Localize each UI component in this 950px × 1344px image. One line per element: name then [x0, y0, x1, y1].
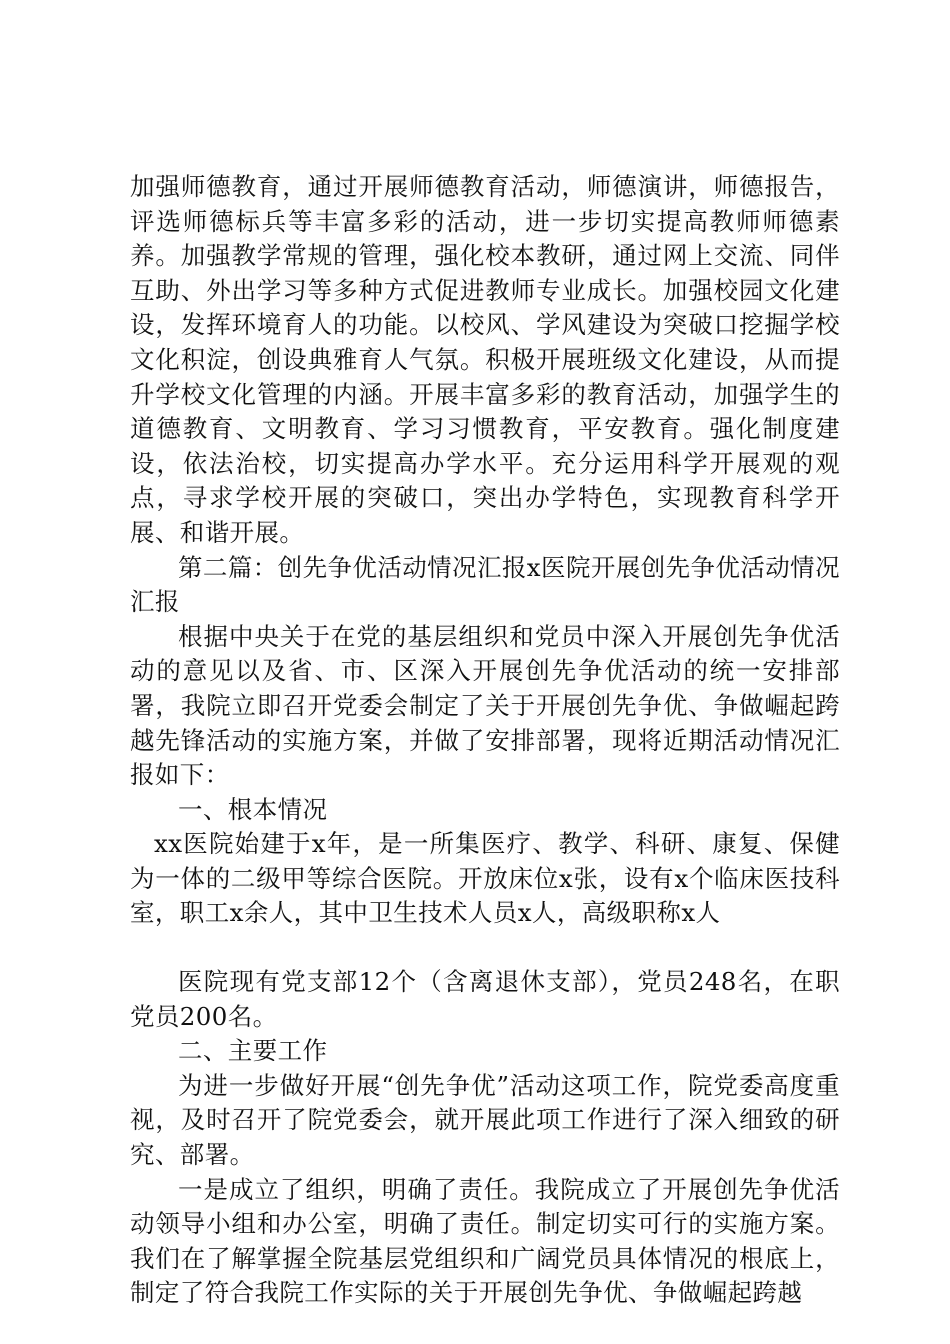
heading-basic-situation: 一、根本情况	[178, 794, 328, 824]
blank-gap	[130, 931, 840, 965]
section-heading-part-two: 第二篇：创先争优活动情况汇报x医院开展创先争优活动情况汇报	[130, 552, 840, 617]
paragraph-party-branches: 医院现有党支部12个（含离退休支部），党员248名，在职党员200名。	[130, 967, 840, 1031]
paragraph-teacher-ethics: 加强师德教育，通过开展师德教育活动，师德演讲，师德报告，评选师德标兵等丰富多彩的活动，进一步切实提高教师师德素养。加强教学常规的管理，强化校本教研，通过网上交流、同伴互助、外出学习等多种方式促进教师专业成长。加强校园文化建设，发挥环境育人的功能。以校风、学风建设为突破口挖掘学校文化积淀，创设典雅育人气氛。积极开展班级文化建设，从而提升学校文化管理的内涵。开展丰富多彩的教育活动，加强学生的道德教育、文明教育、学习习惯教育，平安教育。强化制度建设，依法治校，切实提高办学水平。充分运用科学开展观的观点，寻求学校开展的突破口，突出办学特色，实现教育科学开展、和谐开展。	[130, 172, 840, 547]
paragraph-committee: 为进一步做好开展“创先争优”活动这项工作，院党委高度重视，及时召开了院党委会，就开展此项工作进行了深入细致的研究、部署。	[130, 1070, 840, 1170]
document-body	[130, 170, 840, 1311]
paragraph-organization: 一是成立了组织，明确了责任。我院成立了开展创先争优活动领导小组和办公室，明确了责任。制定切实可行的实施方案。我们在了解掌握全院基层党组织和广阔党员具体情况的根底上，制定了符合我院工作实际的关于开展创先争优、争做崛起跨越	[130, 1174, 840, 1308]
paragraph-intro: 根据中央关于在党的基层组织和党员中深入开展创先争优活动的意见以及省、市、区深入开展创先争优活动的统一安排部署，我院立即召开党委会制定了关于开展创先争优、争做崛起跨越先锋活动的实施方案，并做了安排部署，现将近期活动情况汇报如下：	[130, 621, 840, 790]
paragraph-hospital-overview: xx医院始建于x年，是一所集医疗、教学、科研、康复、保健为一体的二级甲等综合医院。开放床位x张，设有x个临床医技科室，职工x余人，其中卫生技术人员x人，高级职称x人	[130, 829, 840, 928]
heading-main-work: 二、主要工作	[178, 1036, 328, 1066]
